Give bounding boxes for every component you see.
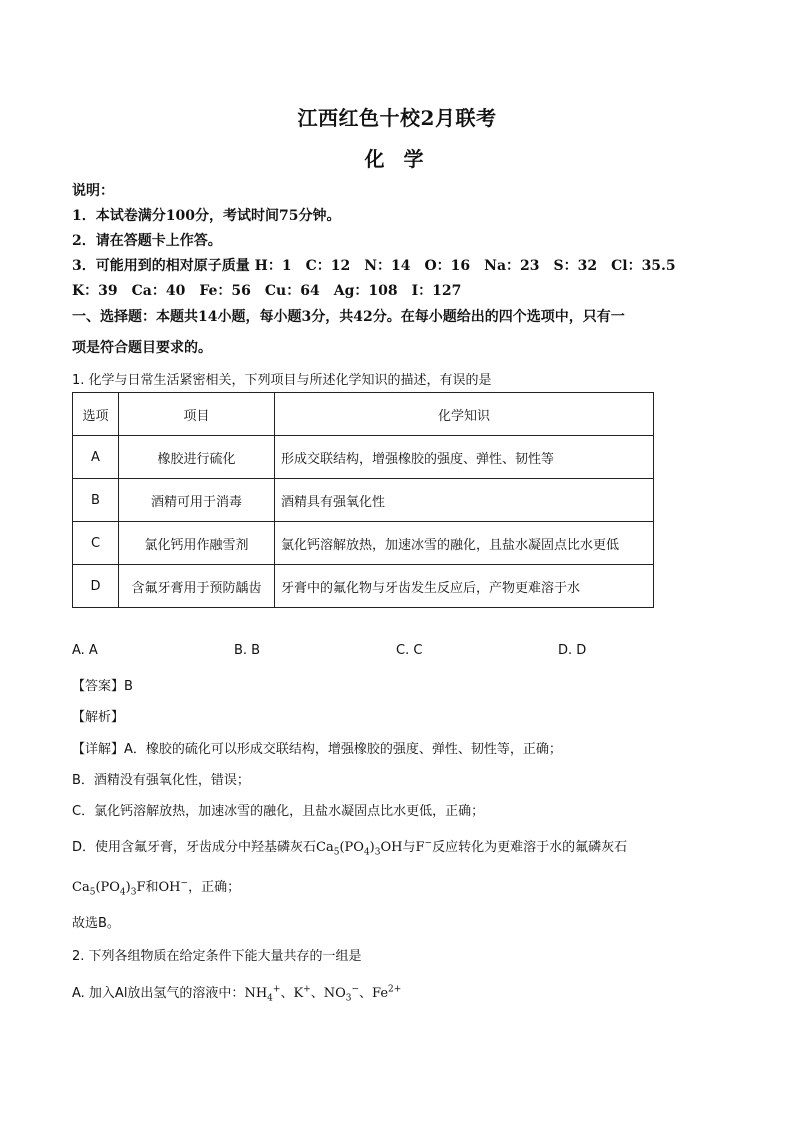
table-row xyxy=(73,565,654,608)
table-header-cell: 化学知识 xyxy=(275,393,654,436)
exam-title: 江西红色十校2月联考 xyxy=(297,106,497,130)
detail-d-text: D．使用含氟牙膏，牙齿成分中羟基磷灰石 xyxy=(72,840,317,855)
table-cell: 橡胶进行硫化 xyxy=(119,436,275,479)
note-item: 2．请在答题卡上作答。 xyxy=(72,233,222,249)
option-a-text: A. 加入Al放出氢气的溶液中： xyxy=(72,986,245,1001)
detail-d-text: ，正确； xyxy=(188,880,241,895)
section-heading: 一、选择题：本题共14小题，每小题3分，共42分。在每小题给出的四个选项中，只有一 xyxy=(72,309,625,325)
choice-a: A. A xyxy=(72,643,98,658)
table-cell: B xyxy=(73,479,119,522)
detail-c: C．氯化钙溶解放热，加速冰雪的融化，且盐水凝固点比水更低，正确； xyxy=(72,804,485,819)
analysis-label: 【解析】 xyxy=(72,710,125,725)
detail-d-text: 与 xyxy=(402,840,416,855)
table-cell: D xyxy=(73,565,119,608)
table-row xyxy=(73,436,654,479)
table-cell: 氯化钙用作融雪剂 xyxy=(119,522,275,565)
table-row xyxy=(73,522,654,565)
detail-d xyxy=(72,836,627,858)
table-header-cell: 选项 xyxy=(73,393,119,436)
table-cell: 酒精可用于消毒 xyxy=(119,479,275,522)
subject-title: 化 学 xyxy=(364,147,430,171)
table-header-row xyxy=(73,393,654,436)
detail-d-text: 和 xyxy=(145,880,159,895)
choice-b: B. B xyxy=(234,643,261,658)
table-cell: 氯化钙溶解放热，加速冰雪的融化，且盐水凝固点比水更低 xyxy=(275,522,654,565)
table-cell: A xyxy=(73,436,119,479)
table-cell: C xyxy=(73,522,119,565)
question-1-table xyxy=(72,392,654,608)
table-cell: 形成交联结构，增强橡胶的强度、弹性、韧性等 xyxy=(275,436,654,479)
formula-fluorapatite: $Ca_5(PO_4)_3F$ xyxy=(72,880,146,898)
table-cell: 含氟牙膏用于预防龋齿 xyxy=(119,565,275,608)
detail-b: B．酒精没有强氧化性，错误； xyxy=(72,773,250,788)
table-cell: 牙膏中的氟化物与牙齿发生反应后，产物更难溶于水 xyxy=(275,565,654,608)
choice-c: C. C xyxy=(396,643,423,658)
notes-heading: 说明： xyxy=(72,183,114,199)
question-2-option-a xyxy=(72,982,401,1004)
table-cell: 酒精具有强氧化性 xyxy=(275,479,654,522)
formula-hydroxide-ion: OH− xyxy=(158,878,189,895)
note-item: 3．可能用到的相对原子质量 H：1 C：12 N：14 O：16 Na：23 S：32 Cl：35.5 xyxy=(72,258,676,274)
detail-d-cont xyxy=(72,876,240,898)
ion-list: $NH_4^+$、K+、$NO_3^-$、$Fe^{2+}$ xyxy=(244,984,402,1004)
question-1-stem: 1. 化学与日常生活紧密相关，下列项目与所述化学知识的描述，有误的是 xyxy=(72,373,492,388)
table-row xyxy=(73,479,654,522)
table-header-cell: 项目 xyxy=(119,393,275,436)
choice-d: D. D xyxy=(558,643,587,658)
detail-a: 【详解】A．橡胶的硫化可以形成交联结构，增强橡胶的强度、弹性、韧性等，正确； xyxy=(72,742,562,757)
note-item: K：39 Ca：40 Fe：56 Cu：64 Ag：108 I：127 xyxy=(72,283,462,299)
note-item: 1．本试卷满分100分，考试时间75分钟。 xyxy=(72,208,341,224)
answer-line: 【答案】B xyxy=(72,679,133,694)
question-2-stem: 2. 下列各组物质在给定条件下能大量共存的一组是 xyxy=(72,949,362,964)
section-heading-cont: 项是符合题目要求的。 xyxy=(72,340,212,356)
detail-d-text: 反应转化为更难溶于水的氟磷灰石 xyxy=(432,840,628,855)
conclusion: 故选B。 xyxy=(72,916,120,931)
formula-fluoride-ion: F− xyxy=(415,838,433,855)
formula-hydroxyapatite: $Ca_5(PO_4)_3OH$ xyxy=(316,840,403,858)
